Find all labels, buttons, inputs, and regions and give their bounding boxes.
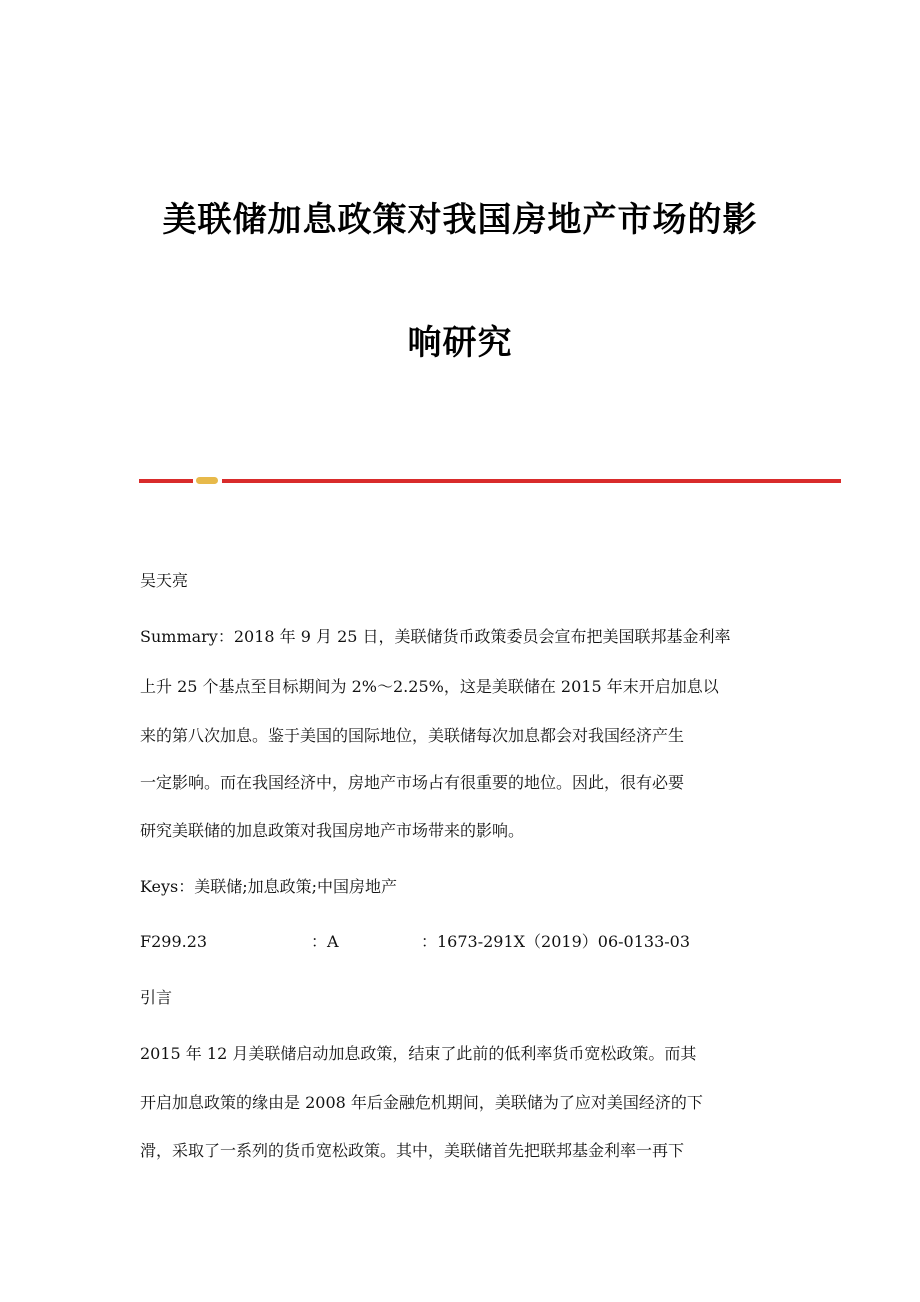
paper-title-line-1: 美联储加息政策对我国房地产市场的影: [162, 200, 758, 240]
title-divider-left: [139, 479, 193, 483]
author-name: 吴天亮: [140, 571, 189, 590]
clc-number: F299.23: [140, 932, 208, 951]
summary-line: 一定影响。而在我国经济中，房地产市场占有很重要的地位。因此，很有必要: [140, 773, 685, 792]
paper-title-line-2: 响研究: [407, 323, 513, 363]
summary-line: Summary：2018 年 9 月 25 日，美联储货币政策委员会宣布把美国联邦基金利率: [140, 627, 731, 646]
summary-line: 研究美联储的加息政策对我国房地产市场带来的影响。: [140, 821, 525, 840]
keywords: Keys：美联储;加息政策;中国房地产: [140, 877, 398, 896]
title-divider-right: [222, 479, 841, 483]
body-line: 开启加息政策的缘由是 2008 年后金融危机期间，美联储为了应对美国经济的下: [140, 1093, 703, 1112]
document-code: ：A: [311, 932, 339, 951]
body-line: 2015 年 12 月美联储启动加息政策，结束了此前的低利率货币宽松政策。而其: [140, 1044, 697, 1063]
section-heading-intro: 引言: [140, 988, 173, 1007]
summary-line: 来的第八次加息。鉴于美国的国际地位，美联储每次加息都会对我国经济产生: [140, 726, 685, 745]
divider-ornament-icon: [196, 477, 218, 484]
article-number: ：1673-291X（2019）06-0133-03: [421, 932, 691, 951]
body-line: 滑，采取了一系列的货币宽松政策。其中，美联储首先把联邦基金利率一再下: [140, 1141, 685, 1160]
summary-line: 上升 25 个基点至目标期间为 2%～2.25%，这是美联储在 2015 年末开启加息以: [140, 677, 719, 696]
